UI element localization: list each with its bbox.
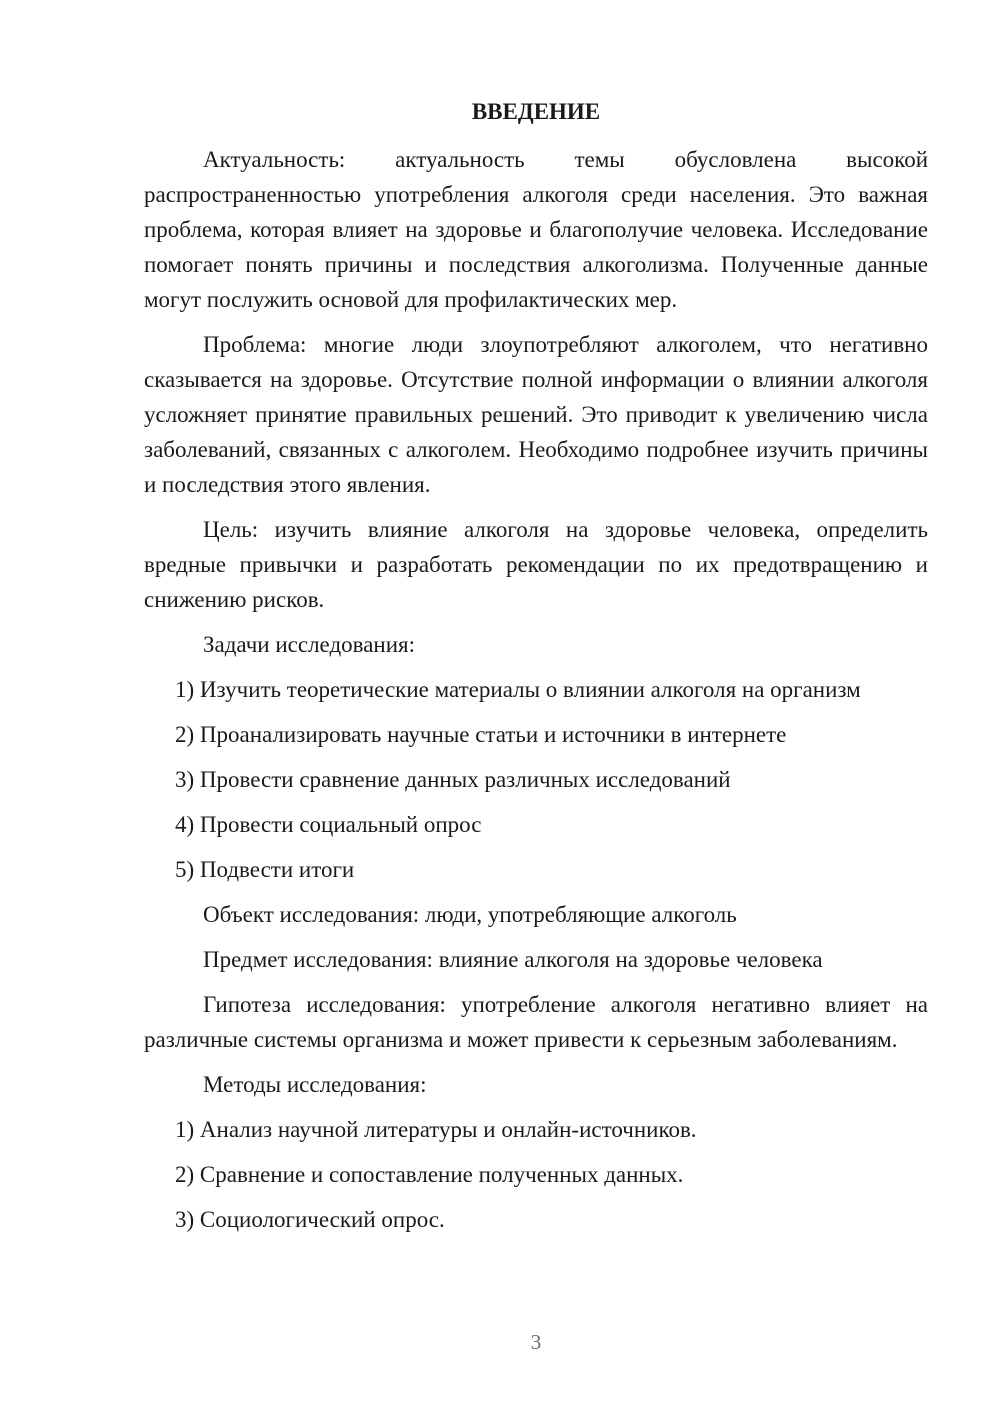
task-item-3: 3) Провести сравнение данных различных исследований [175, 767, 731, 792]
research-subject: Предмет исследования: влияние алкоголя на здоровье человека [203, 947, 823, 972]
page-number: 3 [530, 1330, 542, 1354]
document-body [144, 142, 928, 1247]
task-item-5: 5) Подвести итоги [175, 857, 355, 882]
task-item-4: 4) Провести социальный опрос [175, 812, 482, 837]
page-title: ВВЕДЕНИЕ [471, 99, 601, 124]
research-object: Объект исследования: люди, употребляющие алкоголь [203, 902, 737, 927]
tasks-title: Задачи исследования: [203, 632, 416, 657]
method-item-3: 3) Социологический опрос. [175, 1207, 445, 1232]
methods-title: Методы исследования: [203, 1072, 427, 1097]
task-item-1: 1) Изучить теоретические материалы о влиянии алкоголя на организм [175, 677, 861, 702]
problem-paragraph: Проблема: многие люди злоупотребляют алкоголем, что негативно сказывается на здоровье. Отсутствие полной информации о влиянии алкоголя усложняет принятие правильных решений. Это приводит к увеличению числа заболеваний, связанных с алкоголем. Необходимо подробнее изучить причины и последствия этого явления. [144, 332, 928, 497]
hypothesis-paragraph: Гипотеза исследования: употребление алкоголя негативно влияет на различные системы организма и может привести к серьезным заболеваниям. [144, 992, 928, 1052]
method-item-1: 1) Анализ научной литературы и онлайн-источников. [175, 1117, 697, 1142]
relevance-paragraph: Актуальность: актуальность темы обусловлена высокой распространенностью употребления алкоголя среди населения. Это важная проблема, которая влияет на здоровье и благополучие человека. Исследование помогает понять причины и последствия алкоголизма. Полученные данные могут послужить основой для профилактических мер. [144, 147, 928, 312]
goal-paragraph: Цель: изучить влияние алкоголя на здоровье человека, определить вредные привычки и разработать рекомендации по их предотвращению и снижению рисков. [144, 517, 928, 612]
method-item-2: 2) Сравнение и сопоставление полученных данных. [175, 1162, 684, 1187]
task-item-2: 2) Проанализировать научные статьи и источники в интернете [175, 722, 787, 747]
